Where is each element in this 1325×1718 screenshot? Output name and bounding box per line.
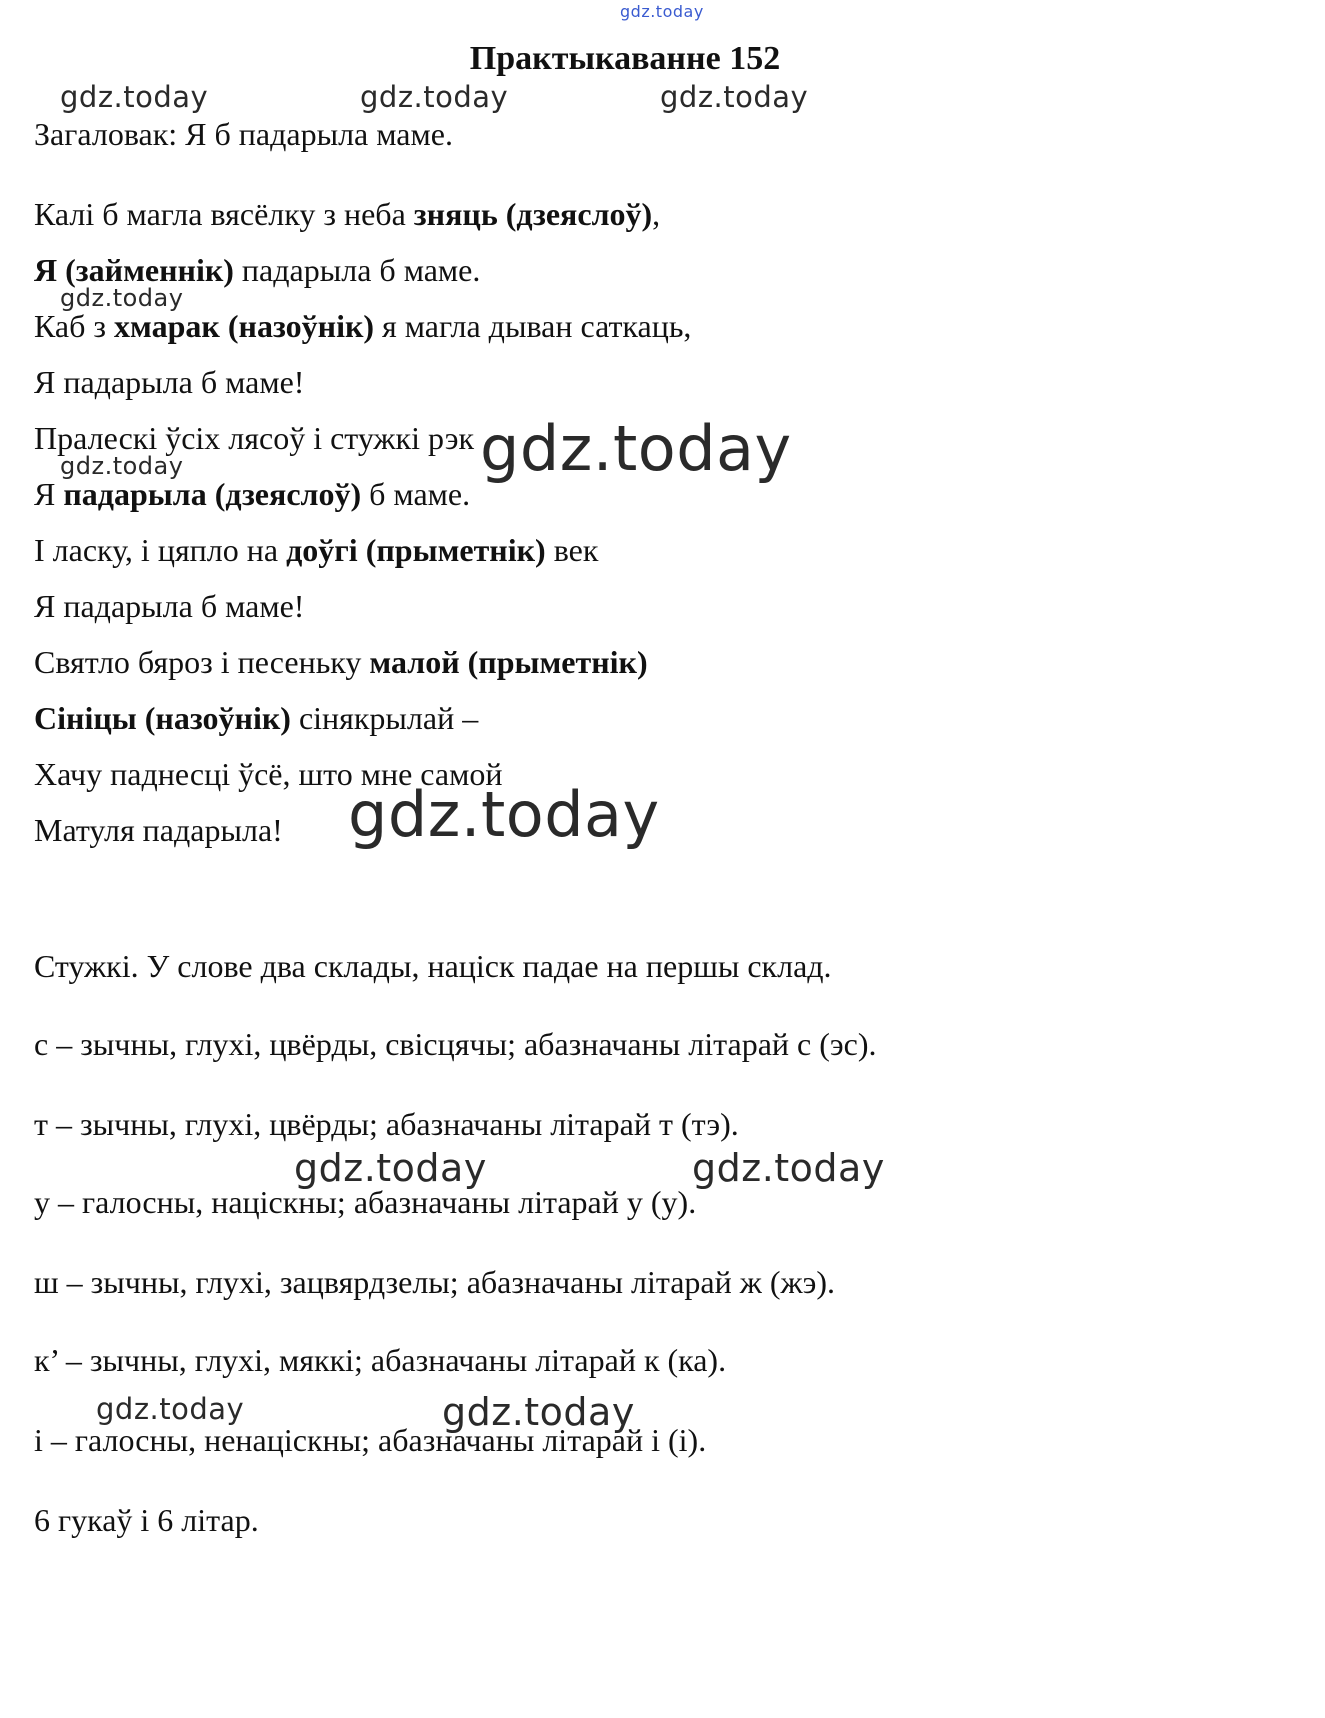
- poem-line-1: Калі б магла вясёлку з неба зняць (дзеяслоў),: [34, 196, 661, 232]
- watermark: gdz.today: [360, 80, 509, 114]
- watermark: gdz.today: [294, 1146, 487, 1190]
- poem-line-5: Пралескі ўсіх лясоў і стужкі рэк: [34, 420, 475, 456]
- poem-line-7: І ласку, і цяпло на доўгі (прыметнік) век: [34, 532, 599, 568]
- analysis-intro: Стужкі. У слове два склады, націск падае на першы склад.: [34, 948, 832, 984]
- analysis-line-u: у – галосны, націскны; абазначаны літарай у (у).: [34, 1184, 697, 1220]
- poem-heading: Загаловак: Я б падарыла маме.: [34, 116, 453, 152]
- poem-line-10: Сініцы (назоўнік) сінякрылай –: [34, 700, 479, 736]
- poem-line-2: Я (займеннік) падарыла б маме.: [34, 252, 481, 288]
- poem-line-11: Хачу паднесці ўсё, што мне самой: [34, 756, 503, 792]
- watermark: gdz.today: [60, 80, 209, 114]
- watermark: gdz.today: [442, 1390, 635, 1434]
- poem-line-8: Я падарыла б маме!: [34, 588, 305, 624]
- watermark: gdz.today: [60, 452, 184, 480]
- analysis-line-k: к’ – зычны, глухі, мяккі; абазначаны літарай к (ка).: [34, 1342, 727, 1378]
- watermark: gdz.today: [480, 412, 792, 485]
- watermark: gdz.today: [348, 778, 660, 851]
- poem-line-4: Я падарыла б маме!: [34, 364, 305, 400]
- analysis-total: 6 гукаў і 6 літар.: [34, 1502, 259, 1538]
- poem-line-12: Матуля падарыла!: [34, 812, 283, 848]
- analysis-line-sh: ш – зычны, глухі, зацвярдзелы; абазначаны літарай ж (жэ).: [34, 1264, 836, 1300]
- analysis-line-s: с – зычны, глухі, цвёрды, свісцячы; абазначаны літарай с (эс).: [34, 1026, 877, 1062]
- watermark: gdz.today: [60, 284, 184, 312]
- analysis-line-t: т – зычны, глухі, цвёрды; абазначаны літарай т (тэ).: [34, 1106, 739, 1142]
- watermark: gdz.today: [692, 1146, 885, 1190]
- poem-line-6: Я падарыла (дзеяслоў) б маме.: [34, 476, 471, 512]
- analysis-line-i: і – галосны, ненаціскны; абазначаны літарай і (і).: [34, 1422, 707, 1458]
- poem-line-9: Святло бяроз і песеньку малой (прыметнік): [34, 644, 648, 680]
- watermark: gdz.today: [660, 80, 809, 114]
- watermark: gdz.today: [96, 1392, 245, 1426]
- poem-line-3: Каб з хмарак (назоўнік) я магла дыван саткаць,: [34, 308, 692, 344]
- page-title: Практыкаванне 152: [469, 40, 781, 77]
- watermark-top: gdz.today: [620, 2, 704, 21]
